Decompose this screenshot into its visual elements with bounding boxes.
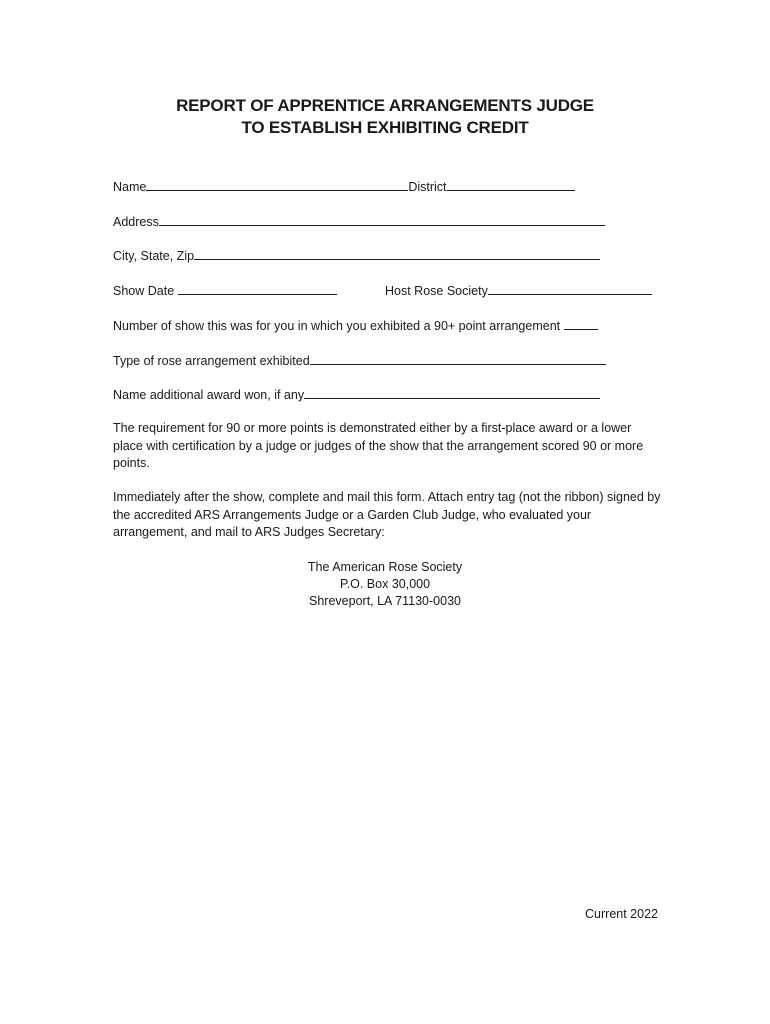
address-label: Address xyxy=(113,215,159,229)
address-field[interactable] xyxy=(159,213,605,226)
name-field[interactable] xyxy=(146,178,408,191)
additional-award-row xyxy=(113,386,600,403)
city-state-zip-label: City, State, Zip xyxy=(113,249,195,263)
district-label: District xyxy=(408,180,447,194)
form-title-line-1: REPORT OF APPRENTICE ARRANGEMENTS JUDGE xyxy=(176,96,594,115)
show-number-label: Number of show this was for you in which you exhibited a 90+ point arrangement xyxy=(113,319,561,333)
requirement-paragraph: The requirement for 90 or more points is demonstrated either by a first-place award or a lower place with certification by a judge or judges of the show that the arrangement scored 90 or more points. xyxy=(113,421,644,470)
arrangement-type-field[interactable] xyxy=(310,352,606,365)
arrangement-type-row xyxy=(113,352,606,369)
name-label: Name xyxy=(113,180,147,194)
arrangement-type-label: Type of rose arrangement exhibited xyxy=(113,354,310,368)
form-title-line-2: TO ESTABLISH EXHIBITING CREDIT xyxy=(241,118,529,137)
city-state-zip-field[interactable] xyxy=(194,247,600,260)
address-po-box: P.O. Box 30,000 xyxy=(339,577,431,591)
host-society-row xyxy=(385,282,652,299)
mailing-address xyxy=(0,559,770,610)
show-date-row xyxy=(113,282,337,299)
name-district-row xyxy=(113,178,575,195)
additional-award-label: Name additional award won, if any xyxy=(113,388,305,402)
address-row xyxy=(113,213,605,230)
host-society-field[interactable] xyxy=(488,282,652,295)
show-number-field[interactable] xyxy=(564,317,598,330)
host-society-label: Host Rose Society xyxy=(385,284,488,298)
show-number-row xyxy=(113,317,598,334)
current-year-note: Current 2022 xyxy=(585,907,658,921)
show-date-field[interactable] xyxy=(178,282,337,295)
city-state-zip-row xyxy=(113,247,600,264)
show-date-label: Show Date xyxy=(113,284,175,298)
district-field[interactable] xyxy=(447,178,575,191)
address-city: Shreveport, LA 71130-0030 xyxy=(309,594,461,608)
address-org: The American Rose Society xyxy=(307,560,463,574)
instructions-paragraph: Immediately after the show, complete and mail this form. Attach entry tag (not the ribbon) signed by the accredited ARS Arrangements Judge or a Garden Club Judge, who evaluated your arrangement, and mail to ARS Judges Secretary: xyxy=(113,490,661,539)
additional-award-field[interactable] xyxy=(304,386,600,399)
